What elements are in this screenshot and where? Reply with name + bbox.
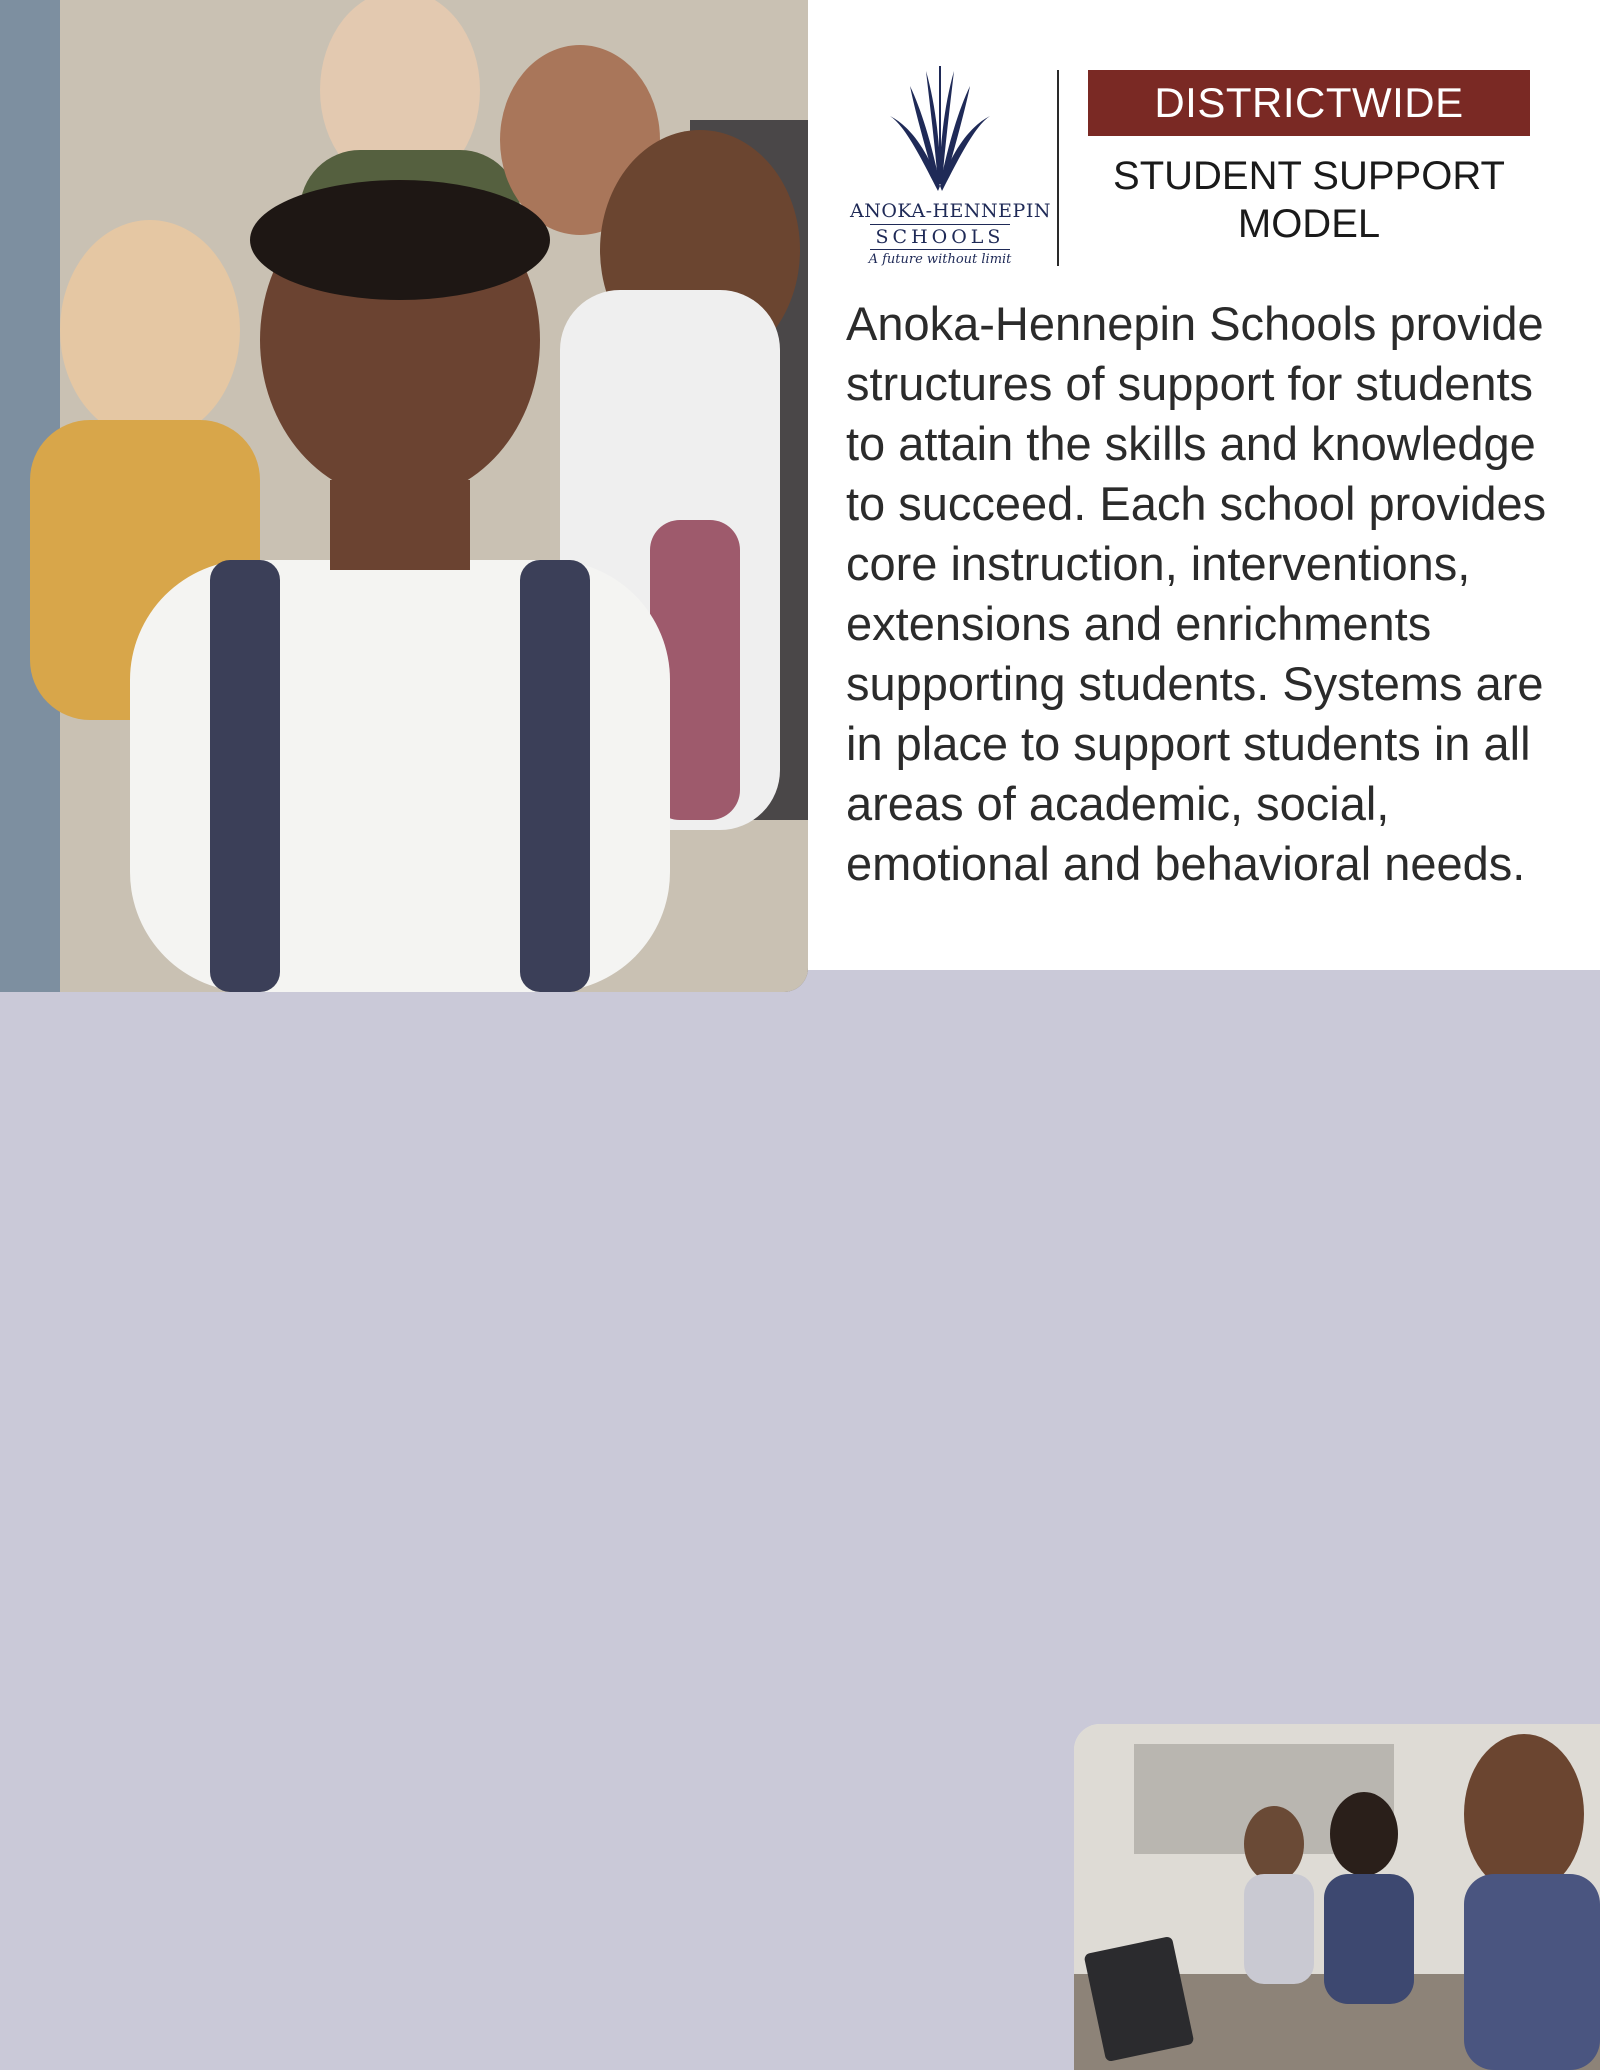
wheat-logo-icon [880, 66, 1000, 196]
hero-photo [0, 0, 808, 992]
intro-paragraph: Anoka-Hennepin Schools provide structures of support for students to attain the skills and knowledge to succeed. Each school provides core instruction, interventions, extensions and enrichments supporting students. Systems are in place to support students in all areas of academic, social, emotional and behavioral needs. [846, 297, 1547, 890]
page-subtitle: STUDENT SUPPORT MODEL [1113, 154, 1505, 246]
logo-tagline: A future without limit [868, 252, 1012, 267]
logo-name: ANOKA-HENNEPIN [850, 200, 1051, 222]
district-logo [850, 66, 1051, 276]
classroom-photo [1074, 1724, 1600, 2070]
logo-schools: SCHOOLS [870, 224, 1011, 250]
header-divider [1057, 70, 1059, 266]
districtwide-banner: DISTRICTWIDE [1088, 70, 1530, 136]
